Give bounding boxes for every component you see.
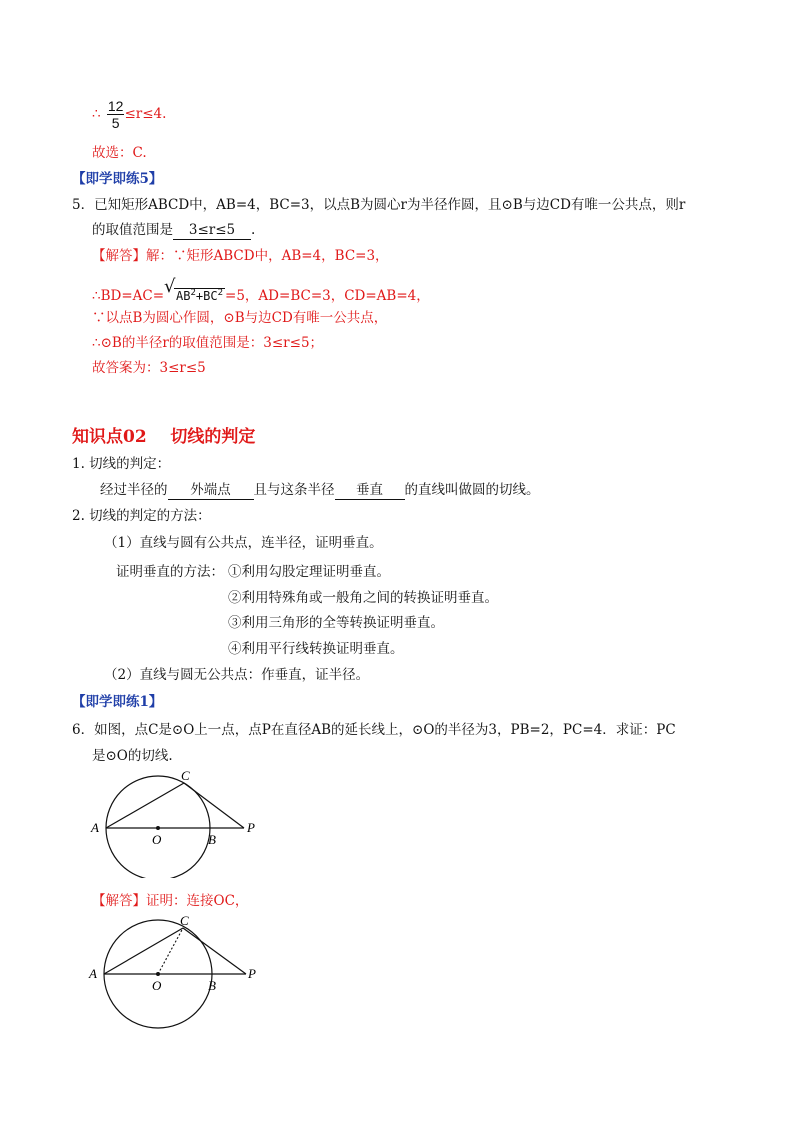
- method-item-1: ①利用勾股定理证明垂直。: [228, 564, 390, 580]
- practice1-question-line2: 是⊙O的切线.: [92, 748, 173, 764]
- practice1-title: 【即学即练1】: [72, 694, 163, 710]
- label-p: P: [247, 820, 255, 835]
- method-1: （1）直线与圆有公共点，连半径，证明垂直。: [104, 535, 383, 551]
- tangent-cp: [184, 783, 244, 828]
- definition-text: 经过半径的 外端点 且与这条半径 垂直 的直线叫做圆的切线。: [100, 482, 540, 498]
- method-2: （2）直线与圆无公共点：作垂直，证半径。: [104, 667, 370, 683]
- label-a-2: A: [89, 966, 97, 981]
- methods-label: 证明垂直的方法：: [116, 564, 224, 580]
- practice5-title: 【即学即练5】: [72, 171, 163, 187]
- methods-title: 2. 切线的判定的方法：: [72, 508, 211, 524]
- blank-outer-endpoint: 外端点: [168, 481, 254, 500]
- therefore-symbol: ∴: [92, 106, 101, 122]
- label-b: B: [208, 832, 216, 847]
- fraction-result: [92, 98, 166, 131]
- practice5-solution-line1: 【解答】解：∵矩形ABCD中，AB=4，BC=3，: [92, 248, 389, 264]
- section-heading: 知识点02 切线的判定: [72, 427, 256, 447]
- label-o: O: [152, 832, 162, 847]
- label-b-2: B: [208, 978, 216, 993]
- method-item-3: ③利用三角形的全等转换证明垂直。: [228, 615, 444, 631]
- answer-choice: 故选：C.: [92, 145, 147, 161]
- practice1-question-line1: 6．如图，点C是⊙O上一点，点P在直径AB的延长线上，⊙O的半径为3，PB=2，PC=4．求证：PC: [72, 722, 676, 738]
- circle-tangent-figure: [86, 768, 276, 878]
- label-c: C: [181, 768, 190, 783]
- method-item-2: ②利用特殊角或一般角之间的转换证明垂直。: [228, 590, 498, 606]
- fraction-12-5: $\frac{12}{5}$: [107, 98, 124, 131]
- label-o-2: O: [152, 978, 162, 993]
- practice5-question-line2: 的取值范围是 3≤r≤5 .: [92, 222, 256, 238]
- practice5-question-line1: 5．已知矩形ABCD中，AB=4，BC=3，以点B为圆心r为半径作圆，且⊙B与边CD有唯一公共点，则r: [72, 197, 686, 213]
- label-p-2: P: [248, 966, 256, 981]
- tangent-cp-2: [183, 928, 246, 974]
- sqrt-expression: √ $AB^2+BC^2$: [164, 276, 224, 303]
- label-a: A: [91, 820, 99, 835]
- solution-label: 【解答】: [92, 248, 146, 264]
- practice1-solution: 【解答】证明：连接OC，: [92, 893, 249, 909]
- definition-title: 1. 切线的判定：: [72, 456, 171, 472]
- fraction-suffix: ≤r≤4.: [124, 106, 167, 122]
- solution-label: 【解答】: [92, 893, 146, 909]
- circle-tangent-figure-with-oc: [86, 912, 276, 1030]
- practice5-solution-line5: 故答案为：3≤r≤5: [92, 360, 206, 376]
- label-c-2: C: [180, 913, 189, 928]
- blank-perpendicular: 垂直: [335, 481, 405, 500]
- center-dot: [156, 826, 160, 830]
- answer-blank: 3≤r≤5: [173, 221, 251, 240]
- practice5-solution-line3: ∵以点B为圆心作圆，⊙B与边CD有唯一公共点，: [92, 310, 388, 326]
- method-item-4: ④利用平行线转换证明垂直。: [228, 641, 404, 657]
- chord-ac-2: [104, 928, 183, 974]
- practice5-solution-line4: ∴⊙B的半径r的取值范围是：3≤r≤5；: [92, 335, 324, 351]
- chord-ac: [106, 783, 184, 828]
- center-dot-2: [156, 972, 160, 976]
- practice5-solution-line2: ∴BD=AC= √ $AB^2+BC^2 =5$，AD=BC=3，CD=AB=4，: [92, 276, 430, 304]
